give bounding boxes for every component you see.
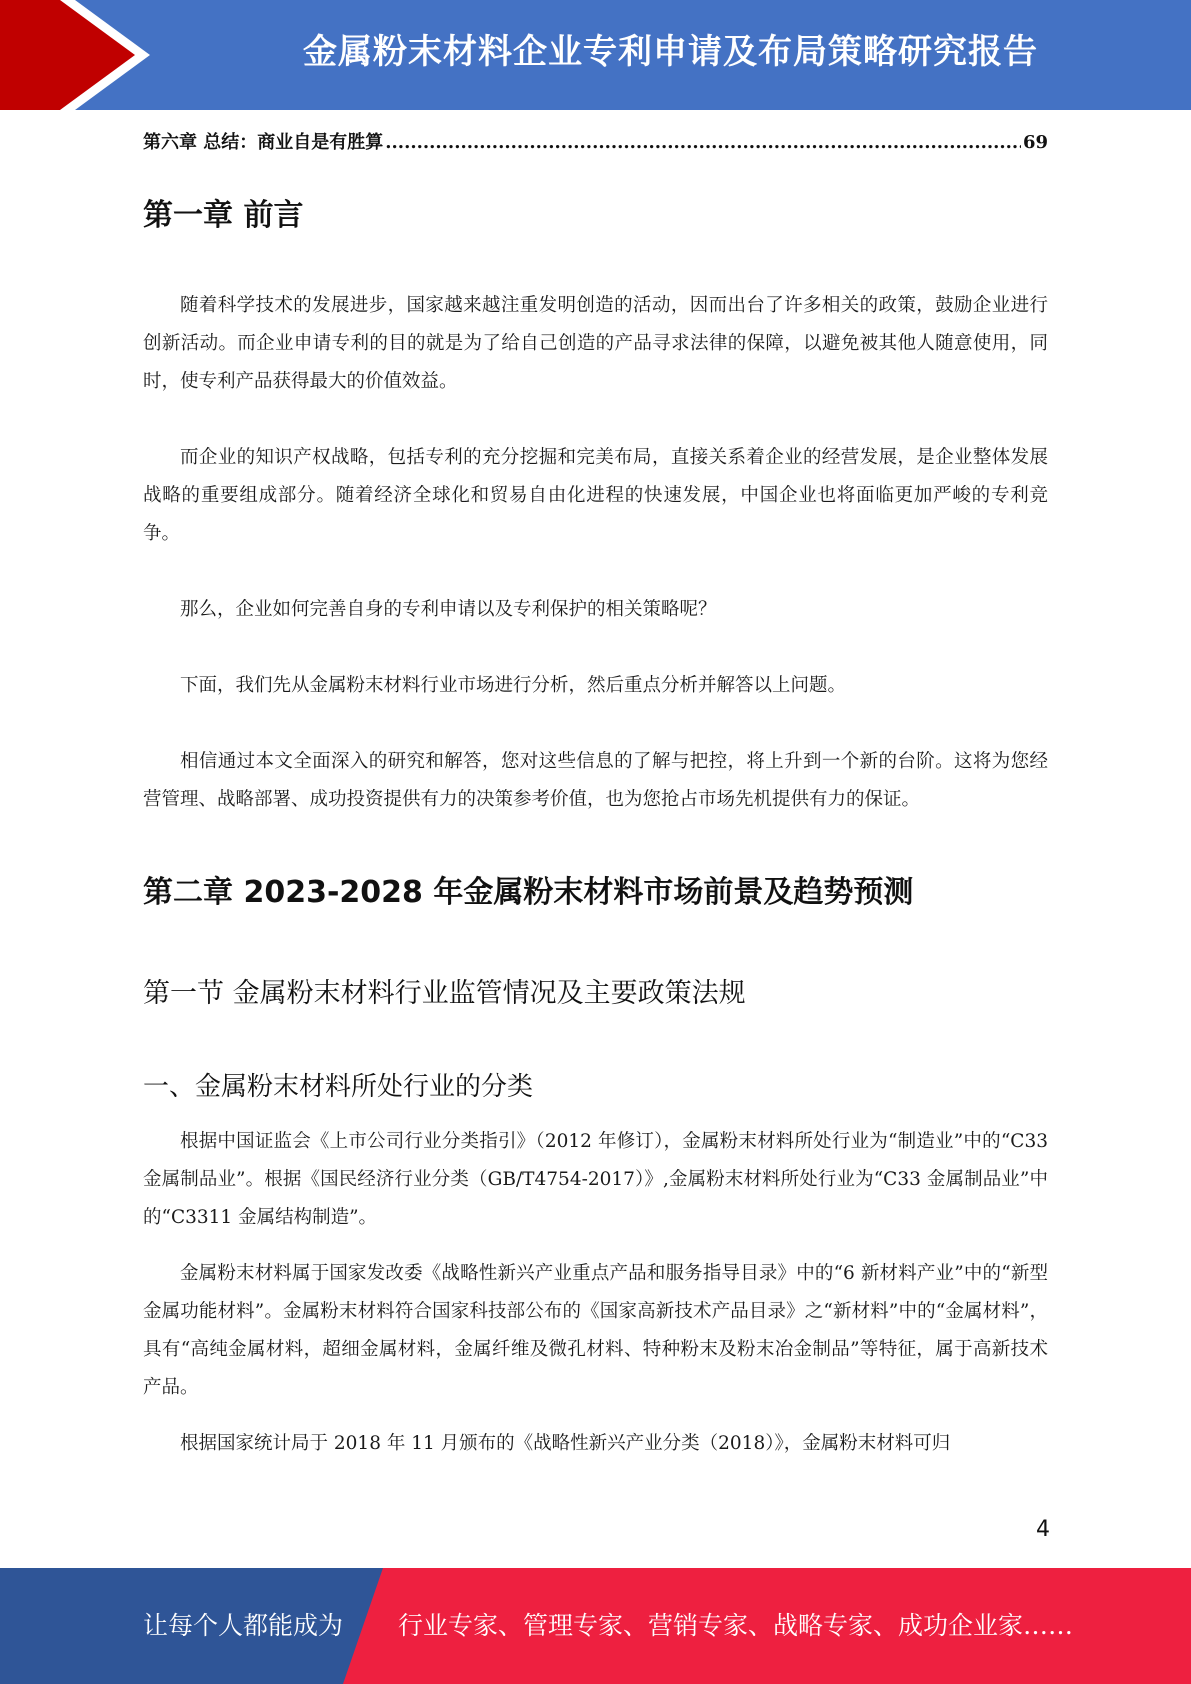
footer-slogan-right: 行业专家、管理专家、营销专家、战略专家、成功企业家…… (398, 1611, 1074, 1640)
chapter-1-title: 第一章 前言 (143, 198, 304, 233)
chapter-2-title: 第二章 2023-2028 年金属粉末材料市场前景及趋势预测 (143, 875, 914, 910)
chapter-1-paragraph-5: 相信通过本文全面深入的研究和解答，您对这些信息的了解与把控，将上升到一个新的台阶。这将为您经营管理、战略部署、成功投资提供有力的决策参考价值，也为您抢占市场先机提供有力的保证。 (143, 751, 1048, 810)
footer-slogan-left: 让每个人都能成为 (143, 1611, 344, 1640)
report-title: 金属粉末材料企业专利申请及布局策略研究报告 (303, 32, 1038, 72)
chapter-1-paragraph-1: 随着科学技术的发展进步，国家越来越注重发明创造的活动，因而出台了许多相关的政策，鼓励企业进行创新活动。而企业申请专利的目的就是为了给自己创造的产品寻求法律的保障，以避免被其他人随意使用，同时，使专利产品获得最大的价值效益。 (143, 295, 1048, 392)
chapter-1-paragraph-2: 而企业的知识产权战略，包括专利的充分挖掘和完美布局，直接关系着企业的经营发展，是企业整体发展战略的重要组成部分。随着经济全球化和贸易自由化进程的快速发展，中国企业也将面临更加严峻的专利竞争。 (143, 447, 1048, 544)
subsection-1-title: 一、金属粉末材料所处行业的分类 (143, 1072, 534, 1102)
page-header (0, 0, 1191, 110)
section-1-title: 第一节 金属粉末材料行业监管情况及主要政策法规 (143, 978, 746, 1009)
page-number: 4 (1036, 1517, 1050, 1542)
toc-entry-label: 第六章 总结：商业自是有胜算 (143, 132, 384, 153)
subsection-1-paragraph-2: 金属粉末材料属于国家发改委《战略性新兴产业重点产品和服务指导目录》中的“6 新材料产业”中的“新型金属功能材料”。金属粉末材料符合国家科技部公布的《国家高新技术产品目录》之“新材料”中的“金属材料”，具有“高纯金属材料，超细金属材料，金属纤维及微孔材料、特种粉末及粉末冶金制品”等特征，属于高新技术产品。 (143, 1263, 1048, 1398)
page-content (143, 118, 1048, 1463)
chapter-1-paragraph-4: 下面，我们先从金属粉末材料行业市场进行分析，然后重点分析并解答以上问题。 (180, 675, 847, 696)
subsection-1-paragraph-1: 根据中国证监会《上市公司行业分类指引》（2012 年修订），金属粉末材料所处行业为“制造业”中的“C33 金属制品业”。根据《国民经济行业分类（GB/T4754-2017）》,金属粉末材料所处行业为“C33 金属制品业”中的“C3311 金属结构制造”。 (143, 1131, 1048, 1228)
subsection-1-paragraph-3: 根据国家统计局于 2018 年 11 月颁布的《战略性新兴产业分类（2018）》，金属粉末材料可归 (180, 1433, 951, 1454)
chapter-1-paragraph-3: 那么，企业如何完善自身的专利申请以及专利保护的相关策略呢？ (180, 599, 717, 620)
toc-entry-page: 69 (1022, 132, 1048, 153)
page-footer (0, 1568, 1191, 1684)
toc-leader-dots (385, 118, 1021, 168)
header-arrow-decoration (0, 0, 160, 110)
toc-entry[interactable] (143, 118, 1048, 168)
